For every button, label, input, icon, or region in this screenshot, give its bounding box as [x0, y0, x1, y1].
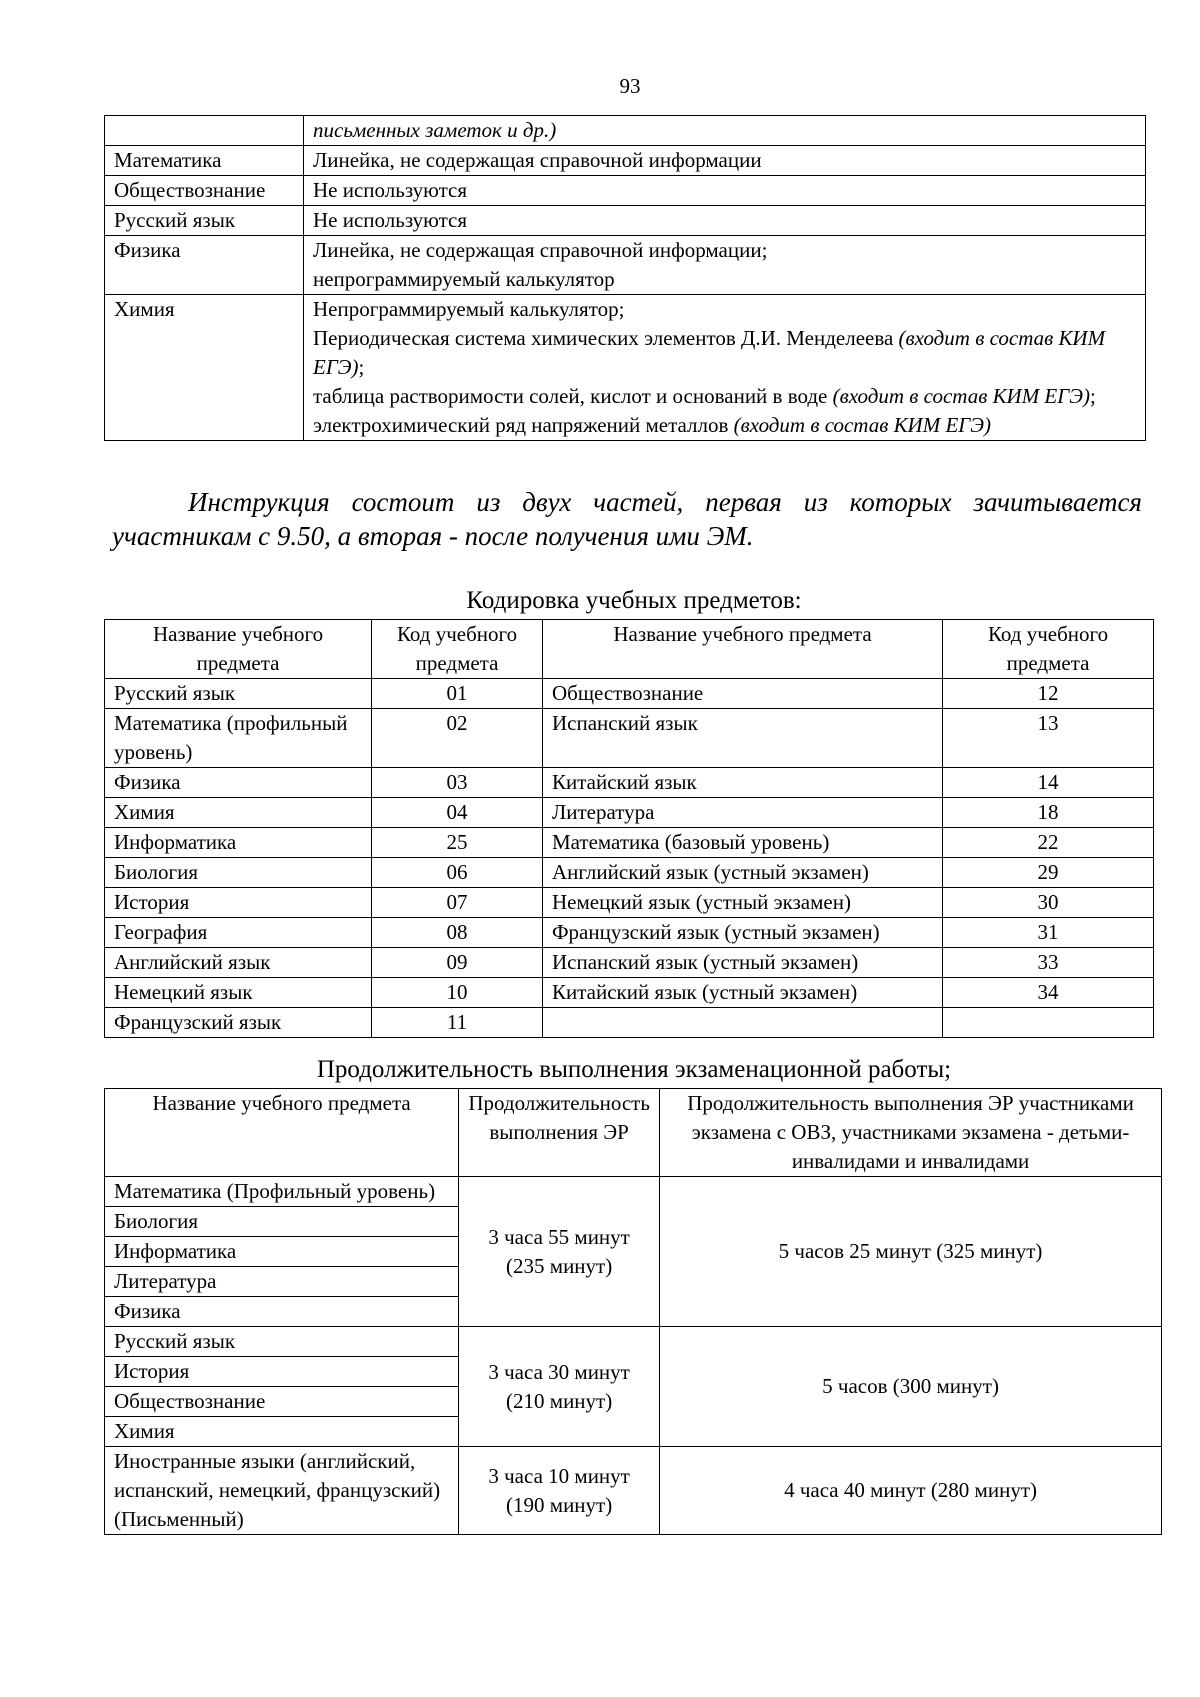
subject-cell: Математика: [105, 146, 304, 176]
subject-code-cell: [943, 1008, 1154, 1038]
instruction-line-2: участникам с 9.50, а вторая - после получения ими ЭМ.: [112, 521, 754, 551]
column-header: Название учебного предмета: [105, 620, 372, 679]
column-header: Название учебного предмета: [542, 620, 942, 679]
table-row: [105, 1008, 1154, 1038]
subject-code-cell: 07: [372, 888, 543, 918]
duration-ovz-cell: 5 часов (300 минут): [660, 1327, 1162, 1447]
subject-name-cell: Китайский язык (устный экзамен): [542, 978, 942, 1008]
aids-text: Не используются: [313, 178, 467, 202]
subject-name-cell: Французский язык: [105, 1008, 372, 1038]
table-row: [105, 1327, 1162, 1357]
duration-cell: 3 часа 30 минут (210 минут): [459, 1327, 660, 1447]
aids-text: электрохимический ряд напряжений металлов: [313, 413, 734, 437]
subject-code-cell: 02: [372, 709, 543, 768]
column-header: Код учебного предмета: [943, 620, 1154, 679]
instruction-line-1: Инструкция состоит из двух частей, первая из которых зачитывается: [188, 487, 1142, 517]
duration-table-title: Продолжительность выполнения экзаменационной работы;: [316, 1056, 952, 1083]
subject-code-cell: 13: [943, 709, 1154, 768]
subject-name-cell: Литература: [542, 798, 942, 828]
column-header: Продолжительность выполнения ЭР: [459, 1089, 660, 1177]
table-row: [105, 978, 1154, 1008]
subject-name-cell: Китайский язык: [542, 768, 942, 798]
subject-cell: Физика: [105, 236, 304, 295]
table-row: [105, 116, 1146, 146]
subject-name-cell: История: [105, 1357, 459, 1387]
subject-name-cell: Испанский язык: [542, 709, 942, 768]
table-row: [105, 888, 1154, 918]
header-row: [105, 620, 1154, 679]
aids-text: Линейка, не содержащая справочной информации: [313, 148, 762, 172]
table-row: [105, 709, 1154, 768]
table-row: [105, 146, 1146, 176]
table-row: [105, 206, 1146, 236]
subject-name-cell: Французский язык (устный экзамен): [542, 918, 942, 948]
header-row: [105, 1089, 1162, 1177]
subject-name-cell: Химия: [105, 798, 372, 828]
aids-text: письменных заметок и др.): [313, 118, 557, 142]
table-row: [105, 828, 1154, 858]
aids-cell: [304, 236, 1146, 295]
subject-name-cell: Литература: [105, 1267, 459, 1297]
subject-name-cell: Испанский язык (устный экзамен): [542, 948, 942, 978]
exam-aids-table: [104, 115, 1146, 441]
subject-cell: Русский язык: [105, 206, 304, 236]
aids-text: таблица растворимости солей, кислот и оснований в воде: [313, 384, 833, 408]
subject-name-cell: Биология: [105, 858, 372, 888]
subject-code-cell: 01: [372, 679, 543, 709]
subject-codes-table: [104, 619, 1154, 1038]
table-row: [105, 858, 1154, 888]
subject-name-cell: Немецкий язык: [105, 978, 372, 1008]
subject-name-cell: Информатика: [105, 1237, 459, 1267]
subject-code-cell: 10: [372, 978, 543, 1008]
aids-text: Периодическая система химических элементов Д.И. Менделеева: [313, 326, 899, 350]
subject-name-cell: Обществознание: [542, 679, 942, 709]
subject-name-cell: География: [105, 918, 372, 948]
table-row: [105, 768, 1154, 798]
subject-code-cell: 25: [372, 828, 543, 858]
subject-name-cell: Обществознание: [105, 1387, 459, 1417]
table-row: [105, 679, 1154, 709]
subject-code-cell: 09: [372, 948, 543, 978]
table-row: [105, 1177, 1162, 1207]
subject-name-cell: Информатика: [105, 828, 372, 858]
subject-name-cell: Немецкий язык (устный экзамен): [542, 888, 942, 918]
subject-code-cell: 06: [372, 858, 543, 888]
subject-code-cell: 04: [372, 798, 543, 828]
subject-code-cell: 22: [943, 828, 1154, 858]
column-header: Код учебного предмета: [372, 620, 543, 679]
aids-text: Не используются: [313, 208, 467, 232]
subject-cell: [105, 116, 304, 146]
exam-duration-table: [104, 1088, 1162, 1535]
table-row: [105, 295, 1146, 441]
aids-cell: [304, 176, 1146, 206]
duration-cell: 3 часа 10 минут (190 минут): [459, 1447, 660, 1535]
column-header: Продолжительность выполнения ЭР участниками экзамена с ОВЗ, участниками экзамена - детьми-инвалидами и инвалидами: [660, 1089, 1162, 1177]
table-row: [105, 798, 1154, 828]
instruction-paragraph: [112, 485, 1142, 553]
subject-name-cell: История: [105, 888, 372, 918]
subject-name-cell: Английский язык: [105, 948, 372, 978]
column-header: Название учебного предмета: [105, 1089, 459, 1177]
aids-text: Линейка, не содержащая справочной информации;: [313, 238, 768, 262]
aids-cell: [304, 146, 1146, 176]
subject-name-cell: [542, 1008, 942, 1038]
aids-text: (входит в состав КИМ ЕГЭ): [832, 384, 1090, 408]
subject-code-cell: 12: [943, 679, 1154, 709]
table-row: [105, 176, 1146, 206]
duration-cell: 3 часа 55 минут (235 минут): [459, 1177, 660, 1327]
subject-code-cell: 33: [943, 948, 1154, 978]
aids-text: ;: [1089, 384, 1096, 408]
subject-name-cell: Английский язык (устный экзамен): [542, 858, 942, 888]
table-row: [105, 918, 1154, 948]
subject-name-cell: Физика: [105, 768, 372, 798]
aids-text: (входит в состав КИМ ЕГЭ): [733, 413, 991, 437]
subject-code-cell: 31: [943, 918, 1154, 948]
aids-text: непрограммируемый калькулятор: [313, 267, 615, 291]
subject-code-cell: 08: [372, 918, 543, 948]
subject-code-cell: 30: [943, 888, 1154, 918]
subject-name-cell: Русский язык: [105, 679, 372, 709]
aids-cell: [304, 295, 1146, 441]
subject-name-cell: Математика (Профильный уровень): [105, 1177, 459, 1207]
aids-text: (входит в состав КИМ ЕГЭ): [313, 326, 1106, 379]
aids-text: Непрограммируемый калькулятор;: [313, 297, 625, 321]
subject-name-cell: Физика: [105, 1297, 459, 1327]
subject-name-cell: Биология: [105, 1207, 459, 1237]
subject-code-cell: 11: [372, 1008, 543, 1038]
subject-name-cell: Химия: [105, 1417, 459, 1447]
subject-code-cell: 14: [943, 768, 1154, 798]
subject-cell: Химия: [105, 295, 304, 441]
subject-cell: Обществознание: [105, 176, 304, 206]
table-row: [105, 948, 1154, 978]
table-row: [105, 1447, 1162, 1535]
codes-table-title: Кодировка учебных предметов:: [466, 587, 802, 614]
subject-name-cell: Иностранные языки (английский, испанский, немецкий, французский) (Письменный): [105, 1447, 459, 1535]
aids-text: ;: [358, 355, 365, 379]
subject-code-cell: 18: [943, 798, 1154, 828]
aids-cell: [304, 206, 1146, 236]
duration-ovz-cell: 4 часа 40 минут (280 минут): [660, 1447, 1162, 1535]
subject-code-cell: 34: [943, 978, 1154, 1008]
subject-name-cell: Русский язык: [105, 1327, 459, 1357]
subject-name-cell: Математика (профильный уровень): [105, 709, 372, 768]
table-row: [105, 236, 1146, 295]
subject-code-cell: 03: [372, 768, 543, 798]
duration-ovz-cell: 5 часов 25 минут (325 минут): [660, 1177, 1162, 1327]
subject-code-cell: 29: [943, 858, 1154, 888]
page-number: 93: [619, 74, 641, 98]
subject-name-cell: Математика (базовый уровень): [542, 828, 942, 858]
aids-cell: [304, 116, 1146, 146]
